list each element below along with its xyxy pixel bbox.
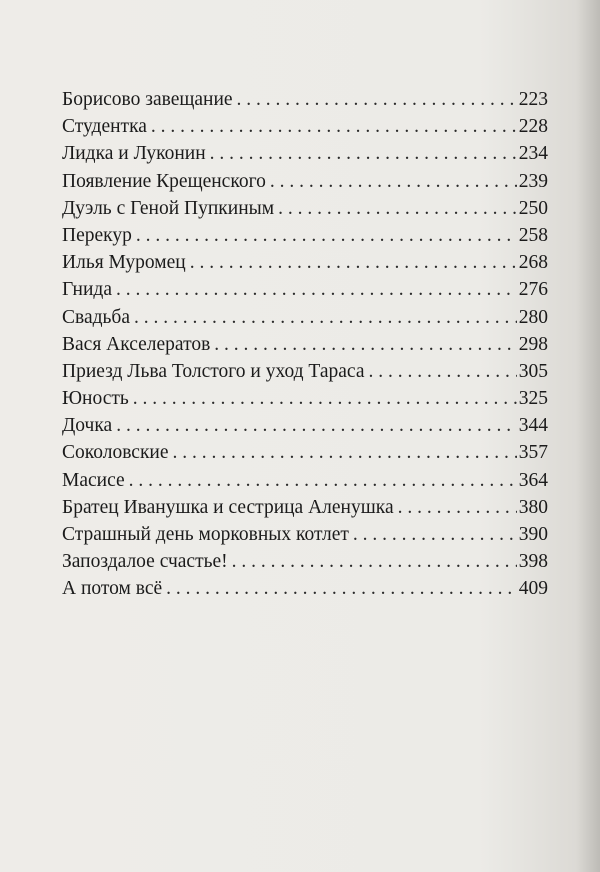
toc-entry-title: Свадьба [62, 306, 131, 328]
toc-dot-leader [116, 412, 517, 439]
toc-entry-page-number: 268 [518, 252, 548, 274]
toc-entry [62, 249, 548, 276]
toc-entry [62, 195, 548, 222]
toc-entry-page-number: 409 [518, 578, 548, 600]
toc-entry-title: Дочка [62, 415, 113, 437]
toc-entry [62, 494, 548, 521]
toc-entry-title: Илья Муромец [62, 252, 186, 274]
toc-entry-page-number: 390 [518, 524, 548, 545]
toc-entry-page-number: 258 [518, 224, 548, 246]
toc-entry-title: Перекур [62, 224, 132, 246]
toc-entry [62, 521, 548, 548]
toc-entry-title: Юность [62, 388, 129, 410]
toc-dot-leader [116, 276, 517, 303]
toc-entry-title: Дуэль с Геной Пупкиным [62, 197, 275, 219]
toc-entry-title: Страшный день морковных котлет [62, 524, 349, 545]
toc-entry [62, 358, 548, 385]
toc-entry-page-number: 325 [518, 388, 548, 410]
toc-entry [62, 385, 548, 412]
toc-entry [62, 439, 548, 466]
toc-entry-page-number: 380 [518, 496, 548, 518]
toc-dot-leader [134, 304, 517, 331]
toc-entry [62, 113, 548, 140]
toc-entry [62, 548, 548, 575]
toc-dot-leader [190, 249, 517, 276]
toc-entry-title: А потом всё [62, 578, 163, 600]
toc-entry [62, 304, 548, 331]
toc-entry [62, 276, 548, 303]
toc-entry-page-number: 344 [518, 415, 548, 437]
toc-entry [62, 222, 548, 249]
toc-entry-page-number: 357 [518, 442, 548, 464]
toc-dot-leader [232, 548, 517, 575]
toc-entry-title: Братец Иванушка и сестрица Аленушка [62, 496, 394, 518]
toc-entry-page-number: 228 [518, 116, 548, 138]
toc-dot-leader [151, 113, 517, 140]
toc-entry-title: Борисово завещание [62, 89, 233, 110]
toc-dot-leader [368, 358, 516, 385]
toc-entry [62, 86, 548, 113]
toc-entry [62, 575, 548, 602]
toc-entry-page-number: 234 [518, 143, 548, 165]
toc-entry [62, 467, 548, 494]
toc-dot-leader [173, 439, 517, 466]
table-of-contents [62, 86, 548, 603]
toc-entry-page-number: 276 [518, 279, 548, 301]
toc-entry-title: Гнида [62, 279, 112, 301]
toc-entry-title: Масисе [62, 469, 125, 491]
toc-entry-page-number: 398 [518, 551, 548, 573]
toc-entry-title: Появление Крещенского [62, 170, 266, 192]
toc-dot-leader [237, 86, 517, 113]
toc-dot-leader [166, 575, 517, 602]
toc-dot-leader [136, 222, 517, 249]
toc-entry-page-number: 280 [518, 306, 548, 328]
toc-dot-leader [278, 195, 517, 222]
toc-entry [62, 331, 548, 358]
toc-entry [62, 412, 548, 439]
toc-entry-page-number: 250 [518, 197, 548, 219]
toc-entry-page-number: 298 [518, 333, 548, 355]
toc-entry-title: Студентка [62, 116, 147, 138]
toc-dot-leader [270, 168, 517, 195]
toc-entry-title: Соколовские [62, 442, 169, 464]
toc-dot-leader [398, 494, 517, 521]
toc-entry-page-number: 364 [518, 469, 548, 491]
toc-dot-leader [129, 467, 517, 494]
toc-dot-leader [353, 521, 517, 548]
toc-entry-page-number: 305 [518, 360, 548, 382]
toc-entry-title: Приезд Льва Толстого и уход Тараса [62, 360, 365, 382]
toc-entry [62, 168, 548, 195]
toc-dot-leader [133, 385, 517, 412]
toc-entry-title: Лидка и Луконин [62, 143, 206, 165]
toc-entry [62, 140, 548, 167]
toc-entry-title: Вася Акселератов [62, 333, 211, 355]
toc-dot-leader [210, 140, 517, 167]
toc-entry-page-number: 239 [518, 170, 548, 192]
toc-entry-page-number: 223 [518, 89, 548, 110]
toc-entry-title: Запоздалое счастье! [62, 551, 228, 573]
toc-dot-leader [214, 331, 516, 358]
